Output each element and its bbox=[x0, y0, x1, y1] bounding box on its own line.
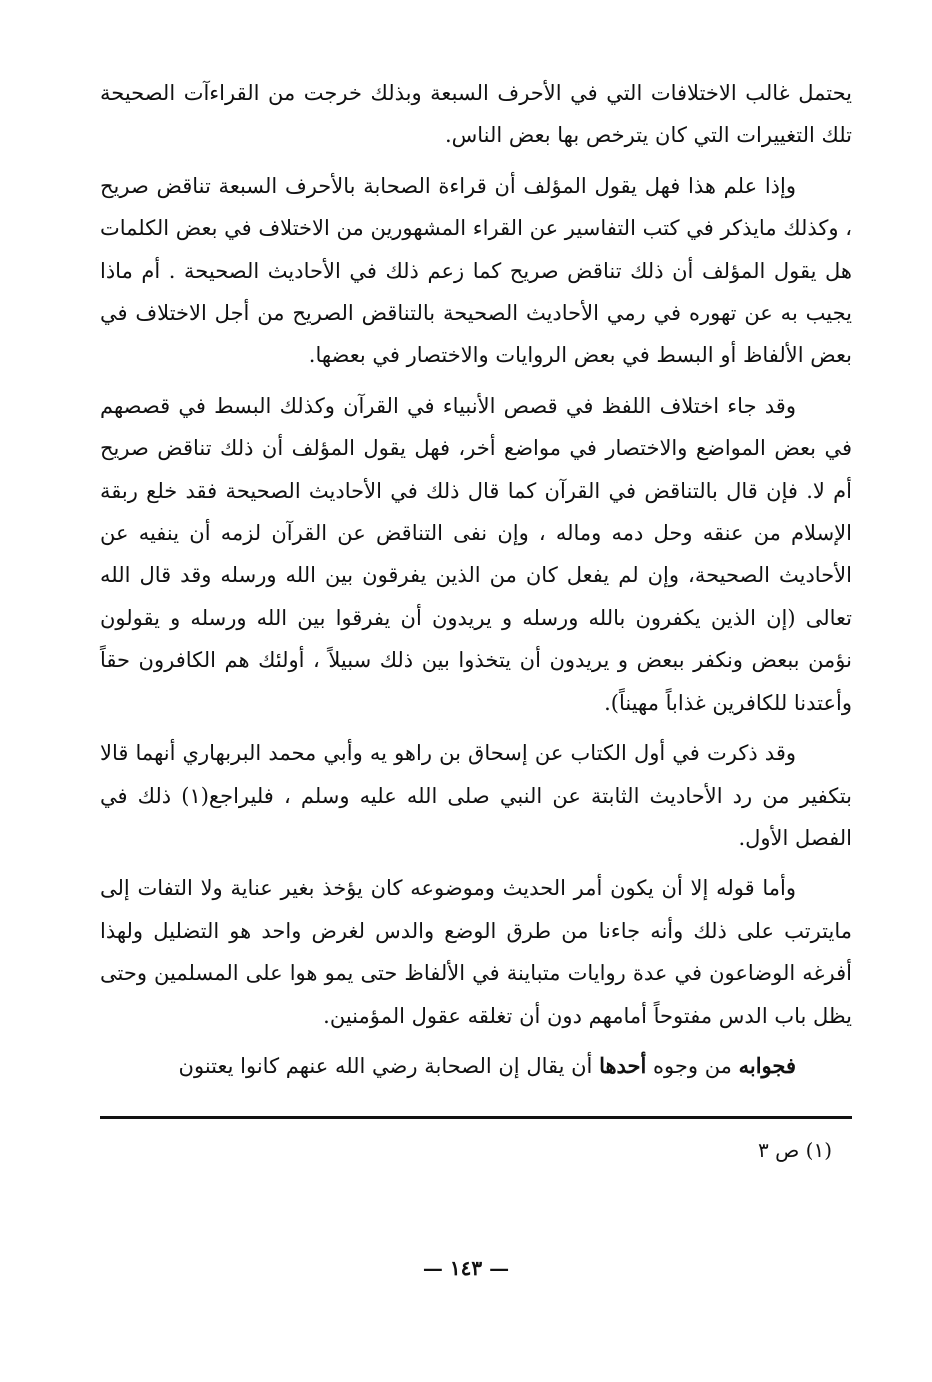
main-text-block bbox=[100, 72, 852, 1095]
final-text-part-2: أن يقال إن الصحابة رضي الله عنهم كانوا يعتنون bbox=[178, 1053, 600, 1078]
answer-heading: فجوابه bbox=[738, 1052, 796, 1078]
paragraph-1: يحتمل غالب الاختلافات التي في الأحرف السبعة وبذلك خرجت من القراءآت الصحيحة تلك التغييرات التي كان يترخص بها بعض الناس. bbox=[100, 81, 852, 148]
footnote: (١) ص ٣ bbox=[757, 1138, 832, 1162]
first-point-heading: أحدها bbox=[599, 1052, 647, 1078]
page-number: — ١٤٣ — bbox=[422, 1256, 510, 1280]
paragraph-4: وقد ذكرت في أول الكتاب عن إسحاق بن راهو يه وأبي محمد البربهاري أنهما قالا بتكفير من رد الأحاديث الثابتة عن النبي صلى الله عليه وسلم ، فليراجع(١) ذلك في الفصل الأول. bbox=[100, 741, 852, 850]
paragraph-final bbox=[100, 1045, 852, 1087]
paragraph-5: وأما قوله إلا أن يكون أمر الحديث وموضوعه كان يؤخذ بغير عناية ولا التفات إلى مايترتب على ذلك وأنه جاءنا من طرق الوضع والدس لغرض واحد هو التضليل ولهذا أفرغه الوضاعون في عدة روايات متباينة في الألفاظ حتى يمو هوا على المسلمين وحتى يظل باب الدس مفتوحاً أمامهم دون أن تغلقه عقول المؤمنين. bbox=[100, 876, 852, 1028]
footnote-divider bbox=[100, 1116, 852, 1119]
paragraph-3: وقد جاء اختلاف اللفظ في قصص الأنبياء في القرآن وكذلك البسط في قصصهم في بعض المواضع والاختصار في مواضع أخر، فهل يقول المؤلف أن ذلك تناقض صريح أم لا. فإن قال بالتناقض في القرآن كما قال ذلك في الأحاديث الصحيحة فقد خلع ربقة الإسلام من عنقه وحل دمه وماله ، وإن نفى التناقض عن القرآن لزمه أن ينفيه عن الأحاديث الصحيحة، وإن لم يفعل كان من الذين يفرقون بين الله ورسله وقد قال الله تعالى (إن الذين يكفرون بالله ورسله و يريدون أن يفرقوا بين الله ورسله و يقولون نؤمن ببعض ونكفر ببعض و يريدون أن يتخذوا بين ذلك سبيلاً ، أولئك هم الكافرون حقاً وأعتدنا للكافرين غذاباً مهيناً). bbox=[100, 393, 852, 715]
paragraph-2: وإذا علم هذا فهل يقول المؤلف أن قراءة الصحابة بالأحرف السبعة تناقض صريح ، وكذلك مايذكر في كتب التفاسير عن القراء المشهورين من الاختلاف في بعض الكلمات هل يقول المؤلف أن ذلك تناقض صريح كما زعم ذلك في الأحاديث الصحيحة . أم ماذا يجيب به عن تهوره في رمي الأحاديث الصحيحة بالتناقض الصريح من أجل الاختلاف في بعض الألفاظ أو البسط في بعض الروايات والاختصار في بعضها. bbox=[100, 173, 852, 368]
final-text-part-1: من وجوه bbox=[646, 1053, 739, 1078]
